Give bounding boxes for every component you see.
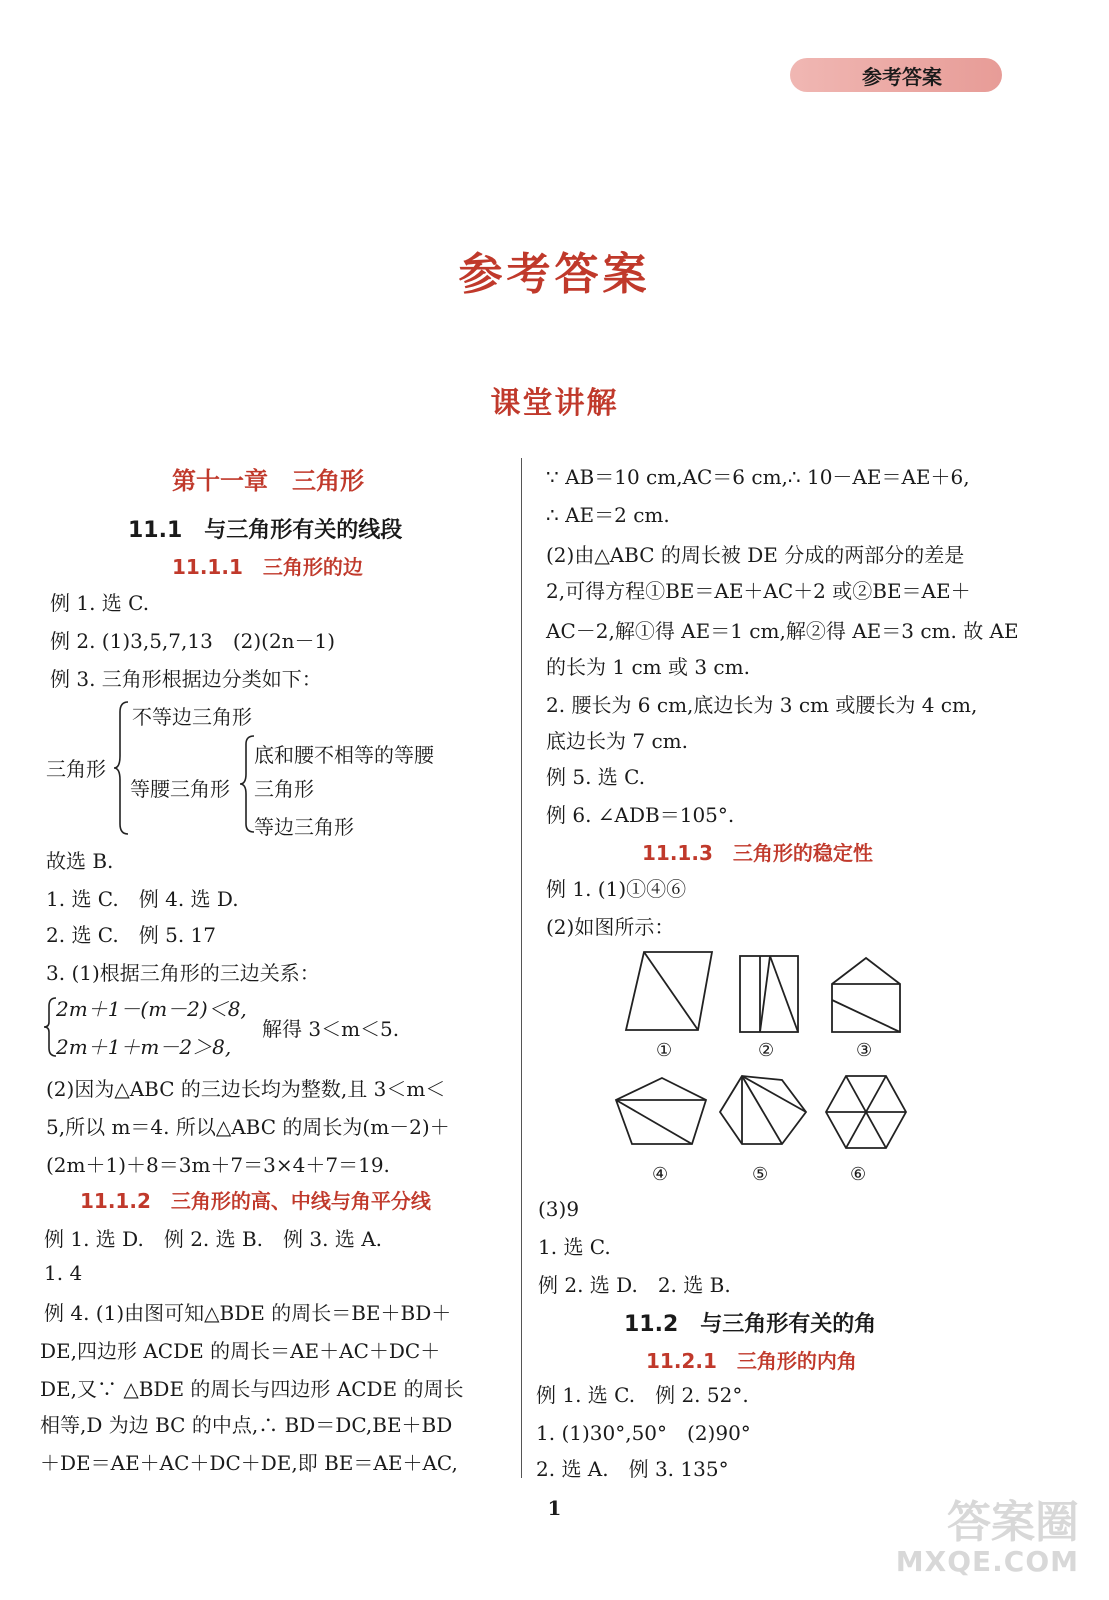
answer-line: 的长为 1 cm 或 3 cm.: [546, 655, 750, 679]
chapter-title: 第十一章 三角形: [172, 467, 364, 495]
answer-line: DE,四边形 ACDE 的周长＝AE＋AC＋DC＋: [40, 1339, 441, 1363]
answer-line: 5,所以 m＝4. 所以△ABC 的周长为(m－2)＋: [46, 1115, 450, 1139]
answer-line: 1. 选 C. 例 4. 选 D.: [46, 887, 239, 911]
answer-line: DE,又∵ △BDE 的周长与四边形 ACDE 的周长: [40, 1377, 464, 1401]
answer-line: (2)由△ABC 的周长被 DE 分成的两部分的差是: [546, 543, 965, 567]
answer-line: 2. 腰长为 6 cm,底边长为 3 cm 或腰长为 4 cm,: [546, 693, 978, 717]
answer-line: 3. (1)根据三角形的三边关系：: [46, 961, 320, 985]
answer-line: 2. 选 A. 例 3. 135°: [536, 1457, 729, 1481]
tree-iso-item: 三角形: [254, 777, 314, 801]
figure-label: ④: [652, 1164, 669, 1185]
subsection-title: 11.1.1 三角形的边: [172, 555, 363, 579]
answer-line: 故选 B.: [46, 849, 114, 873]
answer-line: 例 1. 选 D. 例 2. 选 B. 例 3. 选 A.: [44, 1227, 382, 1251]
header-tab-label: 参考答案: [862, 64, 942, 89]
tree-isosceles: 等腰三角形: [130, 777, 230, 801]
answer-line: 例 5. 选 C.: [546, 765, 646, 789]
watermark: [895, 1497, 1079, 1578]
answer-line: 例 2. 选 D. 2. 选 B.: [538, 1273, 731, 1297]
page-subtitle: 课堂讲解: [490, 386, 619, 421]
watermark-text: 答案圈: [947, 1497, 1079, 1548]
header-tab: [790, 58, 1002, 92]
answer-line: (2)因为△ABC 的三边长均为整数,且 3＜m＜: [46, 1077, 446, 1101]
tree-scalene: 不等边三角形: [132, 705, 252, 729]
answer-line: 1. 选 C.: [538, 1235, 611, 1259]
answer-line: 相等,D 为边 BC 的中点,∴ BD＝DC,BE＋BD: [40, 1413, 453, 1437]
answer-line: 例 2. (1)3,5,7,13 (2)(2n－1): [50, 629, 336, 653]
answer-line: (2)如图所示：: [546, 915, 675, 939]
answer-line: (3)9: [538, 1197, 580, 1221]
stability-figures: [602, 948, 922, 1188]
page-number: 1: [547, 1496, 562, 1520]
answer-line: 2,可得方程①BE＝AE＋AC＋2 或②BE＝AE＋: [546, 579, 971, 603]
answer-line: AC－2,解①得 AE＝1 cm,解②得 AE＝3 cm. 故 AE: [546, 619, 1019, 643]
subsection-title: 11.1.3 三角形的稳定性: [642, 841, 873, 865]
answer-line: 例 6. ∠ADB＝105°.: [546, 803, 735, 827]
tree-root: 三角形: [46, 757, 106, 781]
tree-iso-item: 底和腰不相等的等腰: [254, 743, 434, 767]
figure-label: ⑥: [850, 1164, 867, 1185]
equation-line: 2m＋1＋m－2＞8,: [56, 1035, 232, 1059]
answer-line: 底边长为 7 cm.: [546, 729, 688, 753]
section-title: 11.2 与三角形有关的角: [624, 1312, 877, 1337]
figure-label: ②: [758, 1040, 775, 1061]
answer-line: 例 4. (1)由图可知△BDE 的周长＝BE＋BD＋: [44, 1301, 452, 1325]
figure-label: ⑤: [752, 1164, 769, 1185]
answer-line: 2. 选 C. 例 5. 17: [46, 923, 216, 947]
answer-line: 例 1. 选 C. 例 2. 52°.: [536, 1383, 749, 1407]
section-title: 11.1 与三角形有关的线段: [128, 518, 403, 543]
equation-line: 2m＋1－(m－2)＜8,: [56, 997, 247, 1021]
answer-line: ＋DE＝AE＋AC＋DC＋DE,即 BE＝AE＋AC,: [40, 1451, 458, 1475]
subsection-title: 11.1.2 三角形的高、中线与角平分线: [80, 1189, 431, 1213]
page-title: 参考答案: [458, 249, 651, 300]
answer-line: 1. (1)30°,50° (2)90°: [536, 1421, 751, 1445]
watermark-url: MXQE.COM: [895, 1545, 1079, 1578]
figure-label: ①: [656, 1040, 673, 1061]
tree-equilateral: 等边三角形: [254, 815, 354, 839]
answer-line: 例 1. 选 C.: [50, 591, 150, 615]
equation-solution: 解得 3＜m＜5.: [262, 1017, 400, 1041]
figure-label: ③: [856, 1040, 873, 1061]
answer-line: ∵ AB＝10 cm,AC＝6 cm,∴ 10－AE＝AE＋6,: [546, 465, 970, 489]
column-divider: [521, 458, 522, 1478]
answer-line: (2m＋1)＋8＝3m＋7＝3×4＋7＝19.: [46, 1153, 390, 1177]
answer-line: 1. 4: [44, 1261, 83, 1285]
tree-brace: [114, 700, 134, 836]
answer-line: ∴ AE＝2 cm.: [546, 503, 670, 527]
answer-line: 例 1. (1)①④⑥: [546, 877, 687, 901]
subsection-title: 11.2.1 三角形的内角: [646, 1349, 857, 1373]
answer-line: 例 3. 三角形根据边分类如下：: [50, 667, 322, 691]
